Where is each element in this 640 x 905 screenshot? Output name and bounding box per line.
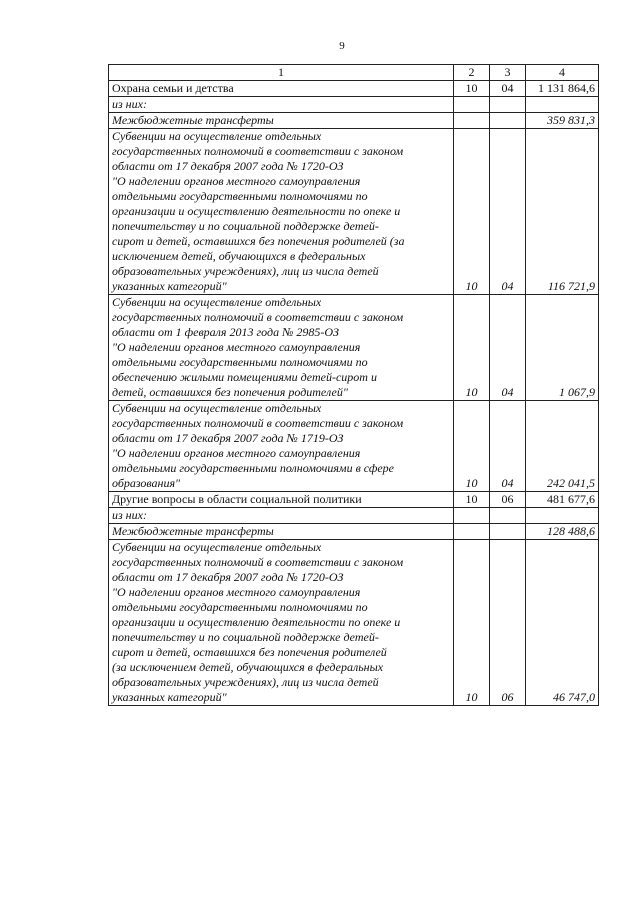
description-line: детей, оставшихся без попечения родителей" <box>112 385 348 399</box>
row-description <box>109 97 454 113</box>
section-code: 10 <box>454 81 490 97</box>
subsection-code: 06 <box>490 492 526 508</box>
header-col-1: 1 <box>109 65 454 81</box>
table-row <box>109 113 599 129</box>
description-line: из них: <box>112 508 147 522</box>
subsection-code <box>490 508 526 524</box>
description-line: государственных полномочий в соответствии с законом <box>112 310 404 324</box>
description-line: указанных категорий" <box>112 279 227 293</box>
description-line: области от 17 декабря 2007 года № 1719-ОЗ <box>112 431 344 445</box>
description-line: попечительству и по социальной поддержке детей- <box>112 630 379 644</box>
subsection-code <box>490 97 526 113</box>
description-line: сирот и детей, оставшихся без попечения родителей (за <box>112 234 405 248</box>
amount: 116 721,9 <box>526 129 599 295</box>
section-code: 10 <box>454 129 490 295</box>
table-header-row <box>109 65 599 81</box>
header-col-2: 2 <box>454 65 490 81</box>
description-line: исключением детей, обучающихся в федеральных <box>112 249 366 263</box>
subsection-code: 04 <box>490 295 526 401</box>
table-row <box>109 295 599 401</box>
description-line: образовательных учреждениях), лиц из числа детей <box>112 675 379 689</box>
amount: 128 488,6 <box>526 524 599 540</box>
description-line: отдельными государственными полномочиями по <box>112 355 368 369</box>
description-line: Субвенции на осуществление отдельных <box>112 540 322 554</box>
table-row <box>109 540 599 706</box>
section-code: 10 <box>454 295 490 401</box>
budget-table-body <box>109 65 599 706</box>
row-description <box>109 524 454 540</box>
amount: 242 041,5 <box>526 401 599 492</box>
amount <box>526 508 599 524</box>
row-description <box>109 540 454 706</box>
subsection-code <box>490 524 526 540</box>
description-line: государственных полномочий в соответствии с законом <box>112 555 404 569</box>
description-line: Субвенции на осуществление отдельных <box>112 401 322 415</box>
description-line: государственных полномочий в соответствии с законом <box>112 416 404 430</box>
section-code <box>454 524 490 540</box>
description-line: отдельными государственными полномочиями по <box>112 600 368 614</box>
subsection-code: 06 <box>490 540 526 706</box>
row-description <box>109 113 454 129</box>
description-line: Другие вопросы в области социальной политики <box>112 492 362 506</box>
description-line: Субвенции на осуществление отдельных <box>112 129 322 143</box>
description-line: Субвенции на осуществление отдельных <box>112 295 322 309</box>
description-line: организации и осуществлению деятельности по опеке и <box>112 615 401 629</box>
section-code <box>454 508 490 524</box>
amount: 1 131 864,6 <box>526 81 599 97</box>
row-description <box>109 401 454 492</box>
section-code: 10 <box>454 540 490 706</box>
subsection-code <box>490 113 526 129</box>
row-description <box>109 81 454 97</box>
description-line: Межбюджетные трансферты <box>112 113 274 127</box>
table-row <box>109 97 599 113</box>
row-description <box>109 508 454 524</box>
section-code <box>454 97 490 113</box>
table-row <box>109 81 599 97</box>
section-code: 10 <box>454 492 490 508</box>
subsection-code: 04 <box>490 81 526 97</box>
description-line: области от 17 декабря 2007 года № 1720-ОЗ <box>112 570 344 584</box>
page-number: 9 <box>339 40 345 52</box>
table-row <box>109 492 599 508</box>
row-description <box>109 295 454 401</box>
header-col-4: 4 <box>526 65 599 81</box>
amount: 46 747,0 <box>526 540 599 706</box>
description-line: обеспечению жилыми помещениями детей-сирот и <box>112 370 377 384</box>
row-description <box>109 129 454 295</box>
amount: 1 067,9 <box>526 295 599 401</box>
description-line: отдельными государственными полномочиями по <box>112 189 368 203</box>
description-line: государственных полномочий в соответствии с законом <box>112 144 404 158</box>
table-row <box>109 508 599 524</box>
subsection-code: 04 <box>490 129 526 295</box>
description-line: отдельными государственными полномочиями в сфере <box>112 461 394 475</box>
description-line: образования" <box>112 476 181 490</box>
header-col-3: 3 <box>490 65 526 81</box>
description-line: (за исключением детей, обучающихся в федеральных <box>112 660 384 674</box>
description-line: попечительству и по социальной поддержке детей- <box>112 219 379 233</box>
amount <box>526 97 599 113</box>
section-code <box>454 113 490 129</box>
amount: 481 677,6 <box>526 492 599 508</box>
budget-table <box>108 64 599 706</box>
description-line: области от 1 февраля 2013 года № 2985-ОЗ <box>112 325 339 339</box>
description-line: "О наделении органов местного самоуправления <box>112 446 361 460</box>
description-line: указанных категорий" <box>112 690 227 704</box>
description-line: образовательных учреждениях), лиц из числа детей <box>112 264 379 278</box>
description-line: Межбюджетные трансферты <box>112 524 274 538</box>
row-description <box>109 492 454 508</box>
description-line: "О наделении органов местного самоуправления <box>112 585 361 599</box>
description-line: области от 17 декабря 2007 года № 1720-ОЗ <box>112 159 344 173</box>
amount: 359 831,3 <box>526 113 599 129</box>
description-line: сирот и детей, оставшихся без попечения родителей <box>112 645 387 659</box>
table-row <box>109 129 599 295</box>
table-row <box>109 401 599 492</box>
description-line: организации и осуществлению деятельности по опеке и <box>112 204 401 218</box>
description-line: "О наделении органов местного самоуправления <box>112 340 361 354</box>
section-code: 10 <box>454 401 490 492</box>
subsection-code: 04 <box>490 401 526 492</box>
table-row <box>109 524 599 540</box>
description-line: из них: <box>112 97 147 111</box>
description-line: "О наделении органов местного самоуправления <box>112 174 361 188</box>
description-line: Охрана семьи и детства <box>112 81 234 95</box>
